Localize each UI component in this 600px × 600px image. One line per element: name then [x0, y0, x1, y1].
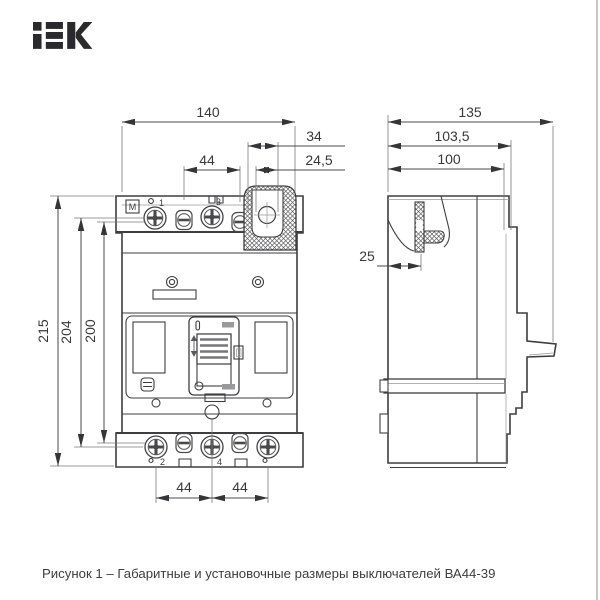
dim-label: 44: [199, 152, 215, 168]
dim-bottom-44-left: [156, 418, 268, 503]
logo-k-stem: [67, 22, 75, 49]
toggle-mechanism: [189, 317, 243, 402]
dim-offset-25: [359, 248, 421, 271]
dim-label: 25: [359, 248, 375, 264]
terminal-bar-section: [415, 202, 444, 252]
dim-label: 204: [58, 320, 74, 344]
dim-mount-200: [82, 222, 146, 443]
handle-detail: [529, 353, 553, 355]
panel-window-left: [133, 322, 165, 373]
dim-label: 103,5: [434, 128, 470, 144]
dim-bottom-44-right: [212, 479, 268, 498]
iek-logo: [33, 22, 92, 49]
clamp-screw-icon: [176, 434, 192, 453]
dim-top-span-44: [184, 152, 240, 202]
bar-window: [416, 220, 423, 231]
dim-height-215: [35, 196, 114, 466]
dim-label: 24,5: [305, 152, 333, 168]
logo-e-bar: [46, 22, 63, 29]
pole-4-label: 4: [217, 457, 223, 467]
logo-k-arms: [76, 22, 93, 49]
terminal-screw-icon: [201, 206, 223, 228]
mounting-hole: [263, 399, 271, 407]
pilot-hole: [263, 459, 267, 463]
micro-marking: [222, 322, 234, 328]
mounting-hole: [167, 277, 178, 288]
dim-width-140: [122, 104, 295, 192]
pole-2-label: 2: [160, 457, 166, 467]
terminal-screw-icon: [257, 436, 279, 458]
pilot-hole: [149, 459, 153, 463]
m-label: M: [128, 202, 137, 212]
rear-clip: [380, 414, 388, 433]
logo-e-bar: [46, 32, 63, 39]
panel-window-right: [255, 322, 287, 373]
clamp-screw-icon: [176, 211, 192, 230]
dim-label: 140: [196, 104, 220, 120]
mounting-hole: [152, 399, 160, 407]
dim-label: 44: [176, 479, 192, 495]
dim-label: 135: [458, 104, 482, 120]
indicator-hole: [149, 199, 154, 204]
mounting-hole: [253, 277, 264, 288]
cover-contour: [388, 220, 414, 251]
label-window: [153, 290, 196, 299]
dim-label: 200: [82, 319, 98, 343]
logo-i-stem: [33, 34, 42, 49]
terminal-foot: [424, 231, 444, 243]
bottom-edge-notches: [179, 459, 247, 467]
logo-e-bar: [46, 42, 63, 49]
figure-caption: Рисунок 1 – Габаритные и установочные размеры выключателей ВА44-39: [42, 566, 496, 581]
pole-3-label: 3: [216, 197, 222, 207]
center-hole: [205, 405, 219, 419]
terminal-extension-boot: [244, 186, 296, 250]
dim-depth-103-5: [388, 128, 511, 230]
dim-depth-135: [388, 104, 553, 342]
dim-label: 34: [306, 128, 322, 144]
logo-i-dot: [33, 22, 42, 31]
side-view: [359, 104, 556, 468]
dim-label: 215: [35, 319, 51, 343]
side-outline: [388, 196, 556, 463]
dim-label: 44: [232, 479, 248, 495]
dim-mount-204: [58, 218, 143, 447]
micro-marking: [222, 384, 235, 390]
terminal-screw-icon: [145, 436, 167, 458]
front-view: [35, 104, 345, 503]
dim-label: 100: [437, 151, 461, 167]
clamp-screw-icon: [232, 434, 248, 453]
pole-1-label: 1: [159, 198, 165, 208]
din-bracket: [380, 379, 505, 393]
terminal-screw-icon: [144, 207, 166, 229]
test-button-icon: [141, 378, 154, 391]
